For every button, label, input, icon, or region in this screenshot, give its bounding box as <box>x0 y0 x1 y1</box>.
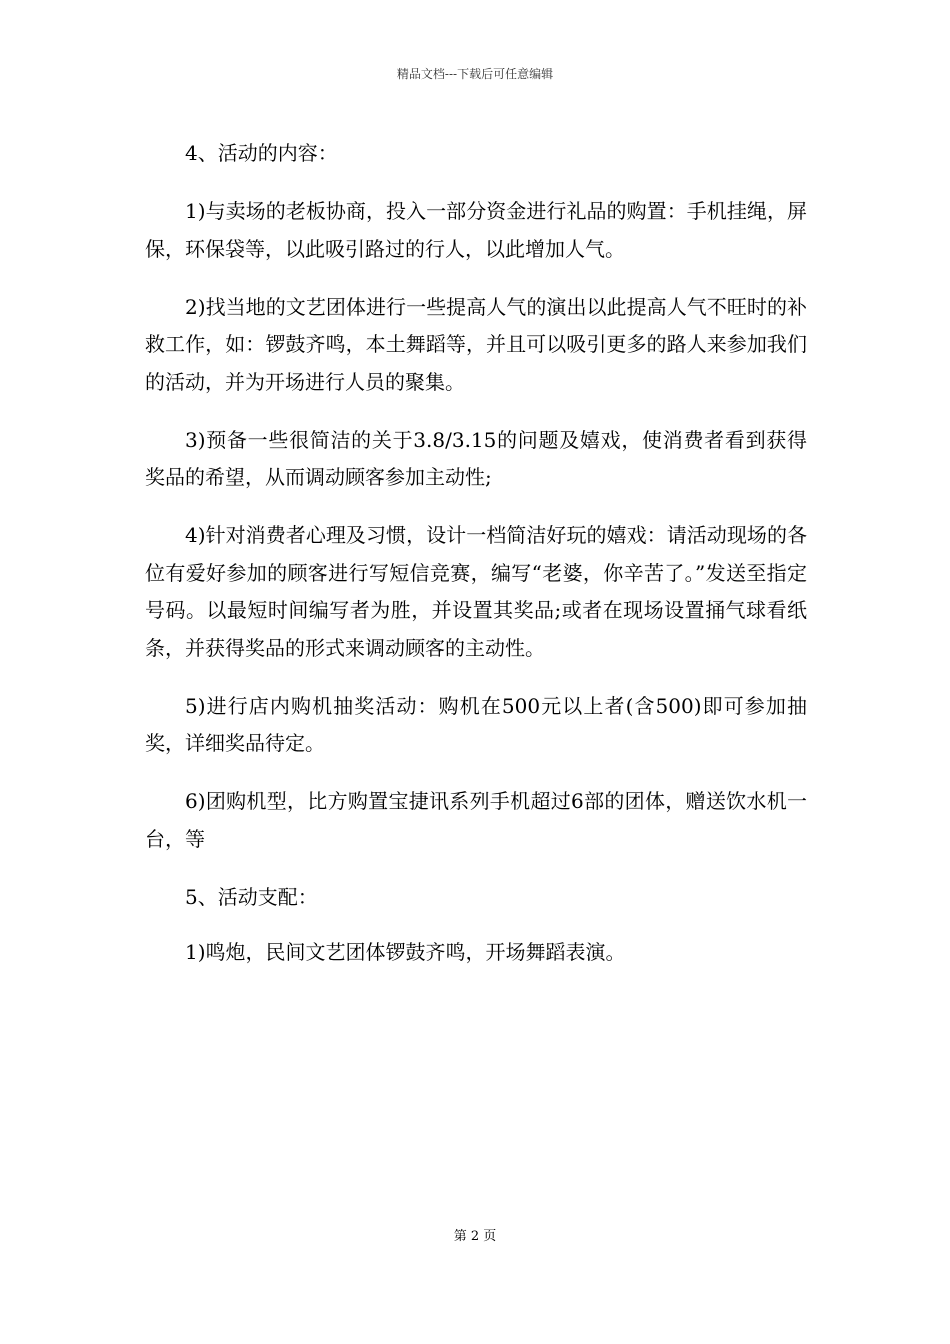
paragraph-item-5: 5)进行店内购机抽奖活动：购机在500元以上者(含500)即可参加抽奖，详细奖品待定。 <box>145 693 807 755</box>
paragraph-item-1: 1)与卖场的老板协商，投入一部分资金进行礼品的购置：手机挂绳，屏保，环保袋等，以此吸引路过的行人，以此增加人气。 <box>145 199 807 261</box>
paragraph-item-4: 4)针对消费者心理及习惯，设计一档简洁好玩的嬉戏：请活动现场的各位有爱好参加的顾客进行写短信竞赛，编写“老婆，你辛苦了。”发送至指定号码。以最短时间编写者为胜，并设置其奖品;或者在现场设置捅气球看纸条，并获得奖品的形式来调动顾客的主动性。 <box>145 523 807 660</box>
paragraph-item-3: 3)预备一些很简洁的关于3.8/3.15的问题及嬉戏，使消费者看到获得奖品的希望，从而调动顾客参加主动性; <box>145 427 807 489</box>
paragraph-arrangement-1: 1)鸣炮，民间文艺团体锣鼓齐鸣，开场舞蹈表演。 <box>185 940 626 964</box>
page-header: 精品文档---下载后可任意编辑 <box>396 67 554 81</box>
section-heading-activity-arrangement: 5、活动支配： <box>185 884 318 909</box>
section-heading-activity-content: 4、活动的内容： <box>185 141 338 165</box>
document-body <box>145 135 807 992</box>
page-number: 第 2 页 <box>453 1229 497 1244</box>
paragraph-item-2: 2)找当地的文艺团体进行一些提高人气的演出以此提高人气不旺时的补救工作，如：锣鼓齐鸣，本土舞蹈等，并且可以吸引更多的路人来参加我们的活动，并为开场进行人员的聚集。 <box>145 294 807 394</box>
paragraph-item-6: 6)团购机型，比方购置宝捷讯系列手机超过6部的团体，赠送饮水机一台，等 <box>145 789 807 851</box>
